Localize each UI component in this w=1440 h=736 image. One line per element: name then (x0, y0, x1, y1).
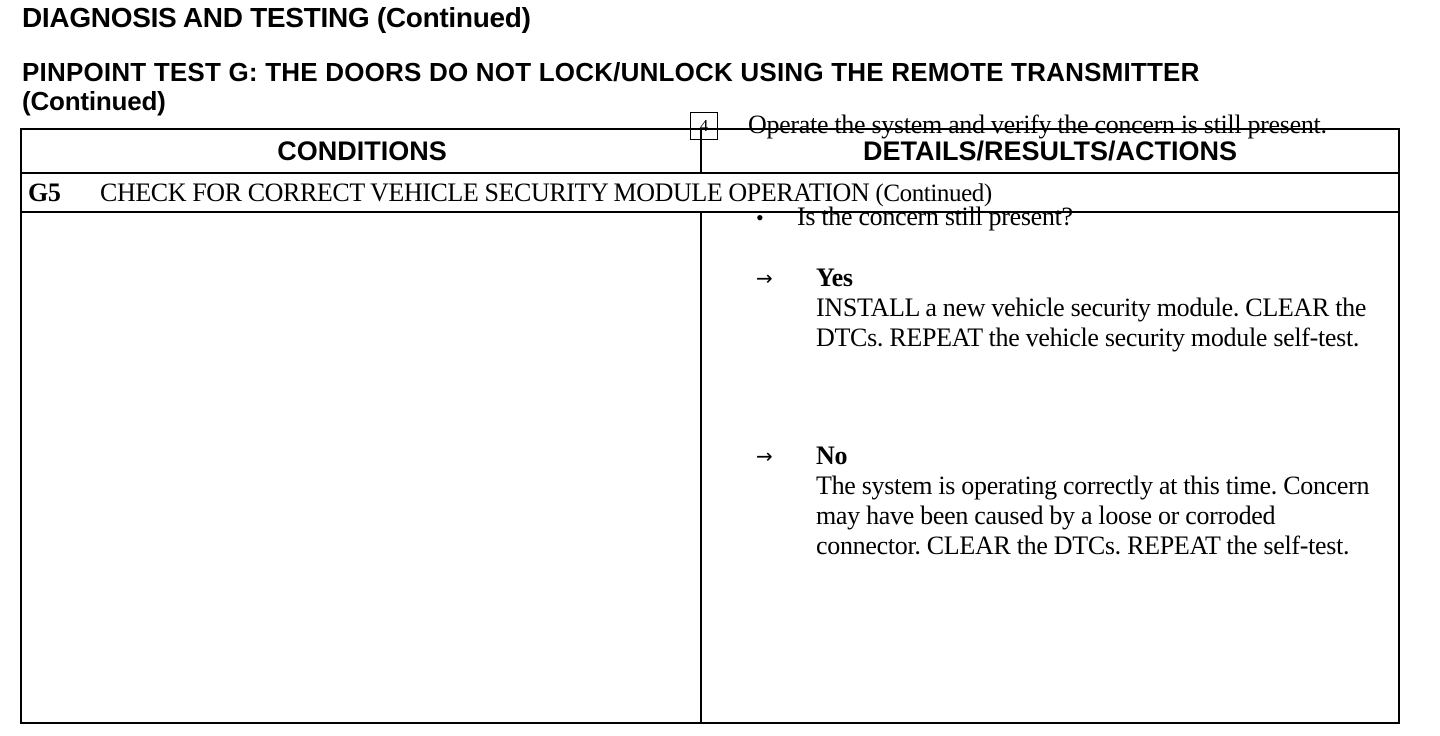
test-title-line-1: PINPOINT TEST G: THE DOORS DO NOT LOCK/UNLOCK USING THE REMOTE TRANSMITTER (22, 57, 1200, 87)
question-text: Is the concern still present? (797, 202, 1073, 231)
diagnostic-table (20, 128, 1400, 724)
test-title-line-2: (Continued) (22, 86, 166, 116)
step-title: CHECK FOR CORRECT VEHICLE SECURITY MODULE OPERATION (100, 178, 870, 207)
conditions-header: CONDITIONS (277, 136, 447, 166)
details-header: DETAILS/RESULTS/ACTIONS (862, 136, 1237, 166)
step-id: G5 (28, 178, 61, 207)
answer-yes-text: INSTALL a new vehicle security module. CLEAR the DTCs. REPEAT the vehicle security module self-test. (816, 293, 1367, 352)
step-number-box: 4 (690, 112, 718, 140)
arrow-right-icon: → (756, 266, 773, 290)
step-divider (22, 211, 1398, 213)
pinpoint-test-title (22, 58, 1422, 116)
step-continued: (Continued) (875, 180, 992, 207)
page-heading: DIAGNOSIS AND TESTING (Continued) (22, 2, 531, 33)
answer-no (816, 441, 1376, 561)
bullet-icon: • (756, 205, 764, 230)
answer-yes-label: Yes (816, 263, 853, 292)
arrow-right-icon: → (756, 444, 773, 468)
answer-yes (816, 263, 1376, 353)
answer-no-text: The system is operating correctly at this time. Concern may have been caused by a loose or corroded connector. CLEAR the DTCs. REPEAT the self-test. (816, 471, 1370, 560)
answer-no-label: No (816, 441, 848, 470)
column-divider-body (700, 211, 702, 722)
step-instruction: Operate the system and verify the concern is still present. (748, 110, 1327, 139)
